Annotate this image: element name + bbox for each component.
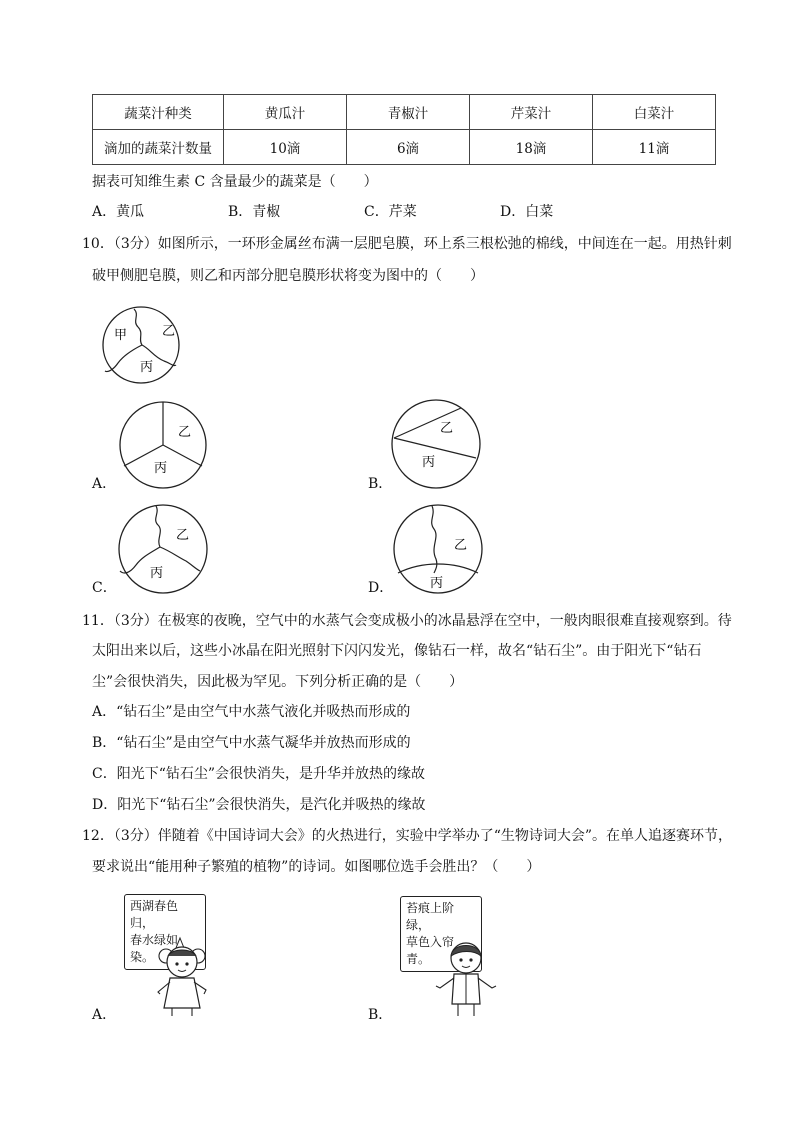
thread-line <box>134 309 142 345</box>
label-yi: 乙 <box>440 421 454 436</box>
table-cell: 6滴 <box>347 130 470 165</box>
q9-option-d[interactable]: D．白菜 <box>500 204 554 220</box>
q10-option-c-figure[interactable] <box>116 503 212 597</box>
q9-option-a[interactable]: A．黄瓜 <box>92 204 145 220</box>
table-cell: 10滴 <box>224 130 347 165</box>
q10-stem-line2: 破甲侧肥皂膜，则乙和丙部分肥皂膜形状将变为图中的（ ） <box>92 268 484 284</box>
label-bing: 丙 <box>140 360 154 375</box>
label-jia: 甲 <box>114 328 128 343</box>
table-cell: 青椒汁 <box>347 95 470 130</box>
q10-stem-line1: 10．（3分）如图所示，一环形金属丝布满一层肥皂膜，环上系三根松弛的棉线，中间连在一起。用热针刺 <box>82 236 732 252</box>
label-yi: 乙 <box>178 425 192 440</box>
vegetable-juice-table <box>92 94 716 165</box>
q11-option-c[interactable]: C．阳光下“钻石尘”会很快消失，是升华并放热的缘故 <box>92 766 426 782</box>
label-bing: 丙 <box>430 576 444 591</box>
label-yi: 乙 <box>162 324 176 339</box>
q10-option-c-label[interactable]: C． <box>92 580 117 596</box>
bubble-line: 苔痕上阶绿， <box>406 901 455 932</box>
table-cell: 18滴 <box>470 130 593 165</box>
q9-option-c[interactable]: C．芹菜 <box>364 204 417 220</box>
q10-main-figure <box>94 303 194 387</box>
q12-stem-line2: 要求说出“能用种子繁殖的植物”的诗词。如图哪位选手会胜出？（ ） <box>92 859 541 875</box>
q10-option-b-label[interactable]: B． <box>368 476 393 492</box>
bubble-line: 草色入帘青。 <box>406 935 455 966</box>
table-cell: 滴加的蔬菜汁数量 <box>93 130 224 165</box>
table-row <box>93 130 716 165</box>
q12-stem-line1: 12．（3分）伴随着《中国诗词大会》的火热进行，实验中学举办了“生物诗词大会”。在单人追逐赛环节， <box>82 828 733 844</box>
table-header-row <box>93 95 716 130</box>
q10-option-d-figure[interactable] <box>392 503 488 597</box>
q9-stem: 据表可知维生素 C 含量最少的蔬菜是（ ） <box>92 174 378 190</box>
ring-circle <box>392 400 480 488</box>
q10-option-d-label[interactable]: D． <box>368 580 394 596</box>
thread-line <box>432 506 437 573</box>
thread-line <box>156 506 161 547</box>
q10-option-b-figure[interactable] <box>388 398 484 492</box>
bubble-line: 西湖春色归， <box>130 899 179 930</box>
label-bing: 丙 <box>422 455 436 470</box>
q10-option-a-figure[interactable] <box>116 400 212 492</box>
table-cell: 黄瓜汁 <box>224 95 347 130</box>
q11-stem-line3: 尘”会很快消失，因此极为罕见。下列分析正确的是（ ） <box>92 674 464 690</box>
thread-line <box>160 547 200 571</box>
label-yi: 乙 <box>454 538 468 553</box>
girl-illustration <box>146 934 222 1018</box>
q10-option-a-label[interactable]: A． <box>92 476 117 492</box>
table-cell: 蔬菜汁种类 <box>93 95 224 130</box>
label-bing: 丙 <box>154 461 168 476</box>
q12-option-b-label[interactable]: B． <box>368 1007 393 1023</box>
boy-illustration <box>428 934 504 1018</box>
thread-line <box>398 564 478 573</box>
bubble-line: 春水绿如染。 <box>130 933 179 964</box>
table-cell: 白菜汁 <box>593 95 716 130</box>
table-cell: 芹菜汁 <box>470 95 593 130</box>
q11-option-b[interactable]: B．“钻石尘”是由空气中水蒸气凝华并放热而形成的 <box>92 735 411 751</box>
label-yi: 乙 <box>176 528 190 543</box>
q11-option-d[interactable]: D．阳光下“钻石尘”会很快消失，是汽化并吸热的缘故 <box>92 797 426 813</box>
q11-stem-line2: 太阳出来以后，这些小冰晶在阳光照射下闪闪发光，像钻石一样，故名“钻石尘”。由于阳光下“钻石 <box>92 643 702 659</box>
q11-stem-line1: 11．（3分）在极寒的夜晚，空气中的水蒸气会变成极小的冰晶悬浮在空中，一般肉眼很难直接观察到。待 <box>82 613 732 629</box>
q9-option-b[interactable]: B．青椒 <box>228 204 281 220</box>
table-cell: 11滴 <box>593 130 716 165</box>
label-bing: 丙 <box>150 566 164 581</box>
thread-line <box>163 445 202 466</box>
q12-option-a-label[interactable]: A． <box>92 1007 117 1023</box>
q11-option-a[interactable]: A．“钻石尘”是由空气中水蒸气液化并吸热而形成的 <box>92 704 411 720</box>
